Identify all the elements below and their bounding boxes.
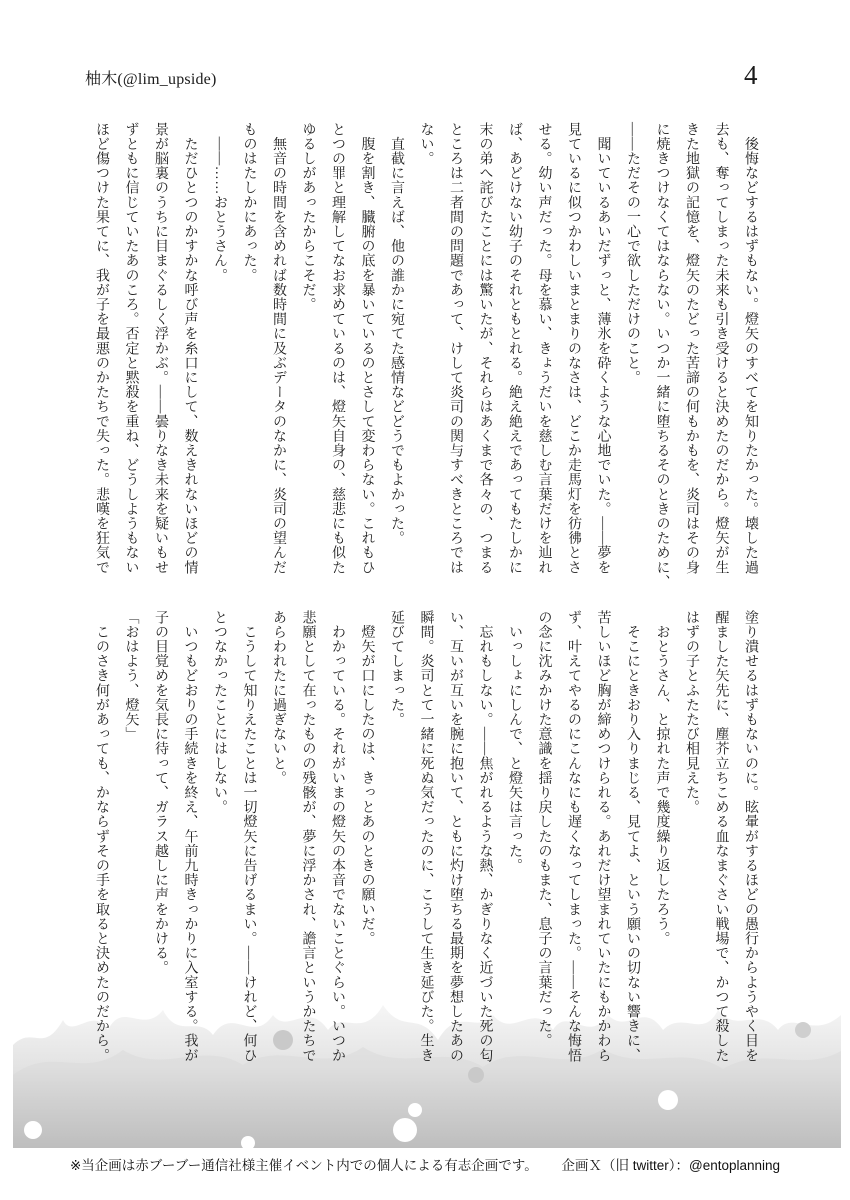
text-column: 見ているに似つかわしいまとまりのなさは、どこか走馬灯を彷彿とさ <box>566 122 581 575</box>
text-column: ゆるしがあったからこそだ。 <box>300 122 316 312</box>
footer <box>0 1154 850 1174</box>
text-column: そこにときおり入りまじる、見てよ、という願いの切ない響きに、 <box>625 610 640 1063</box>
text-column: 瞬間。炎司とて一緒に死ぬ気だったのに、こうして生き延びた。生き <box>418 610 434 1063</box>
text-column: 悲願として在ったものの残骸が、夢に浮かされ、譫言というかたちで <box>300 610 316 1063</box>
author-credit: 柚木(@lim_upside) <box>85 71 217 88</box>
text-column: 子の目覚めを気長に待って、ガラス越しに声をかける。 <box>153 610 168 975</box>
text-column: 去も、奪ってしまった未来も引き受けると決めたのだから。燈矢が生 <box>713 122 729 575</box>
text-column: 醒ました矢先に、塵芥立ちこめる血なまぐさい戦場で、かつて殺した <box>713 610 729 1063</box>
text-column: きた地獄の記憶を、燈矢のたどった苦諦の何もかもを、炎司はその身 <box>684 122 699 575</box>
footer-contact: 企画Ｘ（旧 twitter）：@entoplanning <box>561 1158 781 1173</box>
text-block-top <box>85 122 765 592</box>
text-column: せる。幼い声だった。母を慕い、きょうだいを慈しむ言葉だけを辿れ <box>536 122 552 575</box>
text-column: い、互いが互いを腕に抱いて、ともに灼け堕ちる最期を夢想したあの <box>448 610 463 1063</box>
text-column: ずともに信じていたあのころ。否定と黙殺を重ね、どうしようもない <box>123 122 139 575</box>
text-column: の念に沈みかけた意識を揺り戻したのもまた、息子の言葉だった。 <box>536 610 552 1048</box>
text-column: 無音の時間を含めれば数時間に及ぶデータのなかに、炎司の望んだ <box>271 122 286 575</box>
text-column: ほど傷つけた果てに、我が子を最悪のかたちで失った。悲嘆を狂気で <box>94 122 109 575</box>
text-column: 腹を割き、臓腑の底を暴いているのとさして変わらない。これもひ <box>359 122 375 575</box>
bubble <box>24 1121 42 1139</box>
text-column: 燈矢が口にしたのは、きっとあのときの願いだ。 <box>359 610 375 946</box>
text-column: 景が脳裏のうちに目まぐるしく浮かぶ。――曇りなき未来を疑いもせ <box>153 122 168 575</box>
text-column: 末の弟へ詫びたことには驚いたが、それらはあくまで各々の、つまる <box>477 122 493 575</box>
text-column: に焼きつけなくてはならない。いつか一緒に堕ちるそのときのために、 <box>654 122 670 590</box>
text-column: ものはたしかにあった。 <box>241 122 257 283</box>
text-column: いっしょにしんで、と燈矢は言った。 <box>507 610 522 873</box>
footer-notice: ※当企画は赤ブーブー通信社様主催イベント内での個人による有志企画です。 <box>69 1158 538 1173</box>
text-column: ず、叶えてやるのにこんなにも遅くなってしまった。――そんな悔悟 <box>566 610 581 1063</box>
text-column: 直截に言えば、他の誰かに宛てた感情などどうでもよかった。 <box>389 122 404 546</box>
bubble <box>795 1022 811 1038</box>
text-column: 「おはよう、燈矢」 <box>123 610 139 742</box>
bubble <box>393 1118 417 1142</box>
page-number: 4 <box>744 60 758 90</box>
text-column: あらわれたに過ぎないと。 <box>271 610 286 786</box>
text-column: 延びてしまった。 <box>389 610 404 727</box>
text-column: ――ただその一心で欲しただけのこと。 <box>625 122 640 385</box>
text-column: わかっている。それがいまの燈矢の本音でないことぐらい。いつか <box>330 610 345 1063</box>
text-column: このさき何があっても、かならずその手を取ると決めたのだから。 <box>94 610 109 1063</box>
text-column: 塗り潰せるはずもないのに。眩暈がするほどの愚行からようやく目を <box>743 610 758 1063</box>
text-column: ただひとつのかすかな呼び声を糸口にして、数えきれないほどの情 <box>182 122 198 575</box>
text-column: おとうさん、と掠れた声で幾度繰り返したろう。 <box>654 610 670 946</box>
text-column: とつなかったことにはしない。 <box>212 610 227 815</box>
text-column: ば、あどけない幼子のそれともとれる。絶え絶えであってもたしかに <box>507 122 522 575</box>
text-column: ない。 <box>418 122 434 166</box>
text-column: こうして知りえたことは一切燈矢に告げるまい。――けれど、何ひ <box>241 610 257 1063</box>
bubble <box>658 1090 678 1110</box>
text-column: ――……おとうさん。 <box>212 122 227 283</box>
bubble <box>408 1103 422 1117</box>
text-column: 苦しいほど胸が締めつけられる。あれだけ望まれていたにもかかわら <box>595 610 611 1063</box>
text-column: 忘れもしない。――焦がれるような熱、かぎりなく近づいた死の匂 <box>477 610 493 1063</box>
text-column: はずの子とふたたび相見えた。 <box>684 610 699 815</box>
text-column: 聞いているあいだずっと、薄氷を砕くような心地でいた。――夢を <box>595 122 611 575</box>
text-block-bottom <box>85 610 765 1080</box>
text-column: とつの罪と理解してなお求めているのは、燈矢自身の、慈悲にも似た <box>330 122 345 575</box>
text-column: 後悔などするはずもない。燈矢のすべてを知りたかった。壊した過 <box>743 122 758 575</box>
text-column: いつもどおりの手続きを終え、午前九時きっかりに入室する。我が <box>182 610 198 1063</box>
text-column: ところは二者間の問題であって、けして炎司の関与すべきところでは <box>448 122 463 575</box>
